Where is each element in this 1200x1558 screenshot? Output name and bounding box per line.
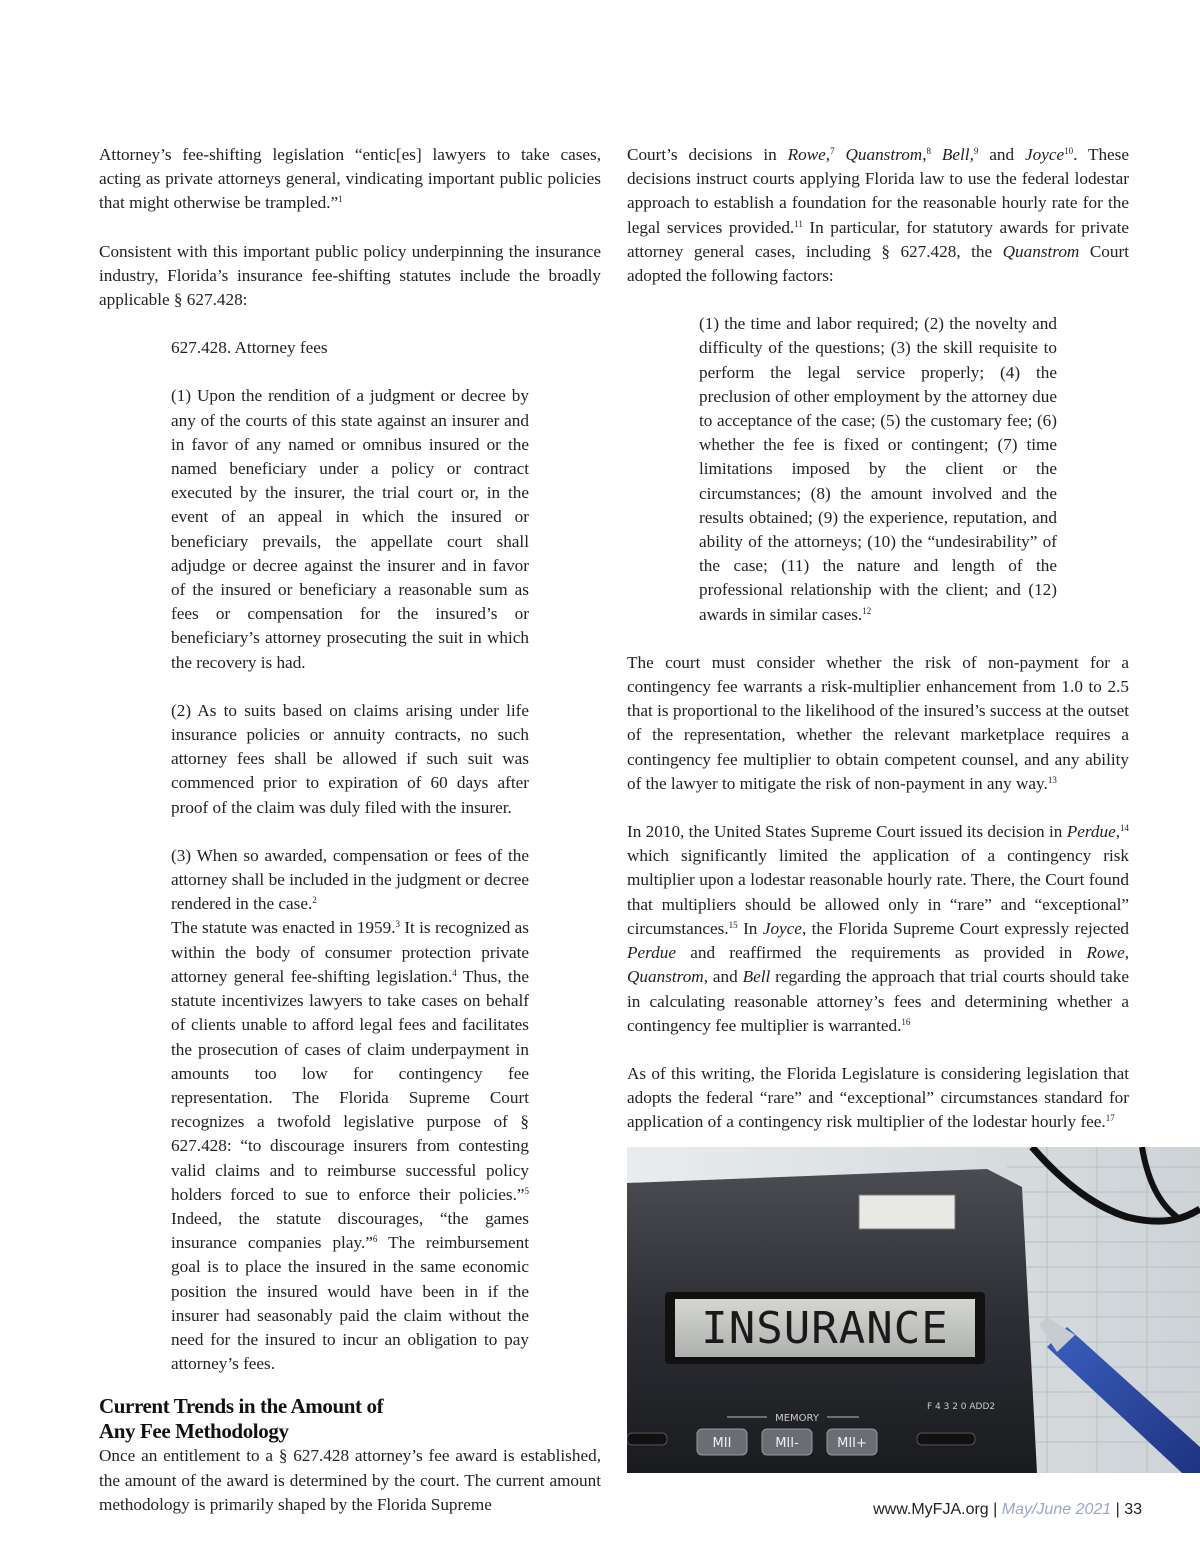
svg-text:MII: MII bbox=[712, 1436, 732, 1451]
section-heading: Current Trends in the Amount of Any Fee Methodology bbox=[99, 1394, 384, 1444]
page-footer: www.MyFJA.org | May/June 2021 | 33 bbox=[873, 1501, 1142, 1518]
statute-title: 627.428. Attorney fees bbox=[171, 338, 328, 358]
statute-subsection-3: (3) When so awarded, compensation or fees of the attorney shall be included in the judgment or decree rendered in the case.$^2$ bbox=[171, 845, 529, 914]
website-link[interactable]: www.MyFJA.org bbox=[873, 1501, 989, 1518]
insurance-calculator-photo bbox=[627, 1147, 1200, 1473]
paragraph: As of this writing, the Florida Legislature is considering legislation that adopts the federal “rare” and “exceptional” circumstances standard for application of a contingency risk multiplier of the lodestar hourly fee.$^{17}$ bbox=[627, 1063, 1129, 1132]
paragraph: In 2010, the United States Supreme Court issued its decision in Perdue,$^{14}$ which significantly limited the application of a contingency risk multiplier upon a lodestar reasonable hourly rate. There, the Court found that multipliers should be allowed only in “rare” and “exceptional” circumstances.$^{15}$ In Joyce, the Florida Supreme Court expressly rejected Perdue and reaffirmed the requirements as provided in Rowe, Quanstrom, and Bell regarding the approach that trial courts should take in calculating reasonable attorney’s fees and determining whether a contingency fee multiplier is warranted.$^{16}$ bbox=[627, 822, 1129, 1035]
lcd-display-text: INSURANCE bbox=[701, 1303, 949, 1354]
left-column bbox=[99, 143, 601, 1517]
statute-quote bbox=[171, 336, 529, 1376]
svg-text:F 4 3 2 0 ADD2: F 4 3 2 0 ADD2 bbox=[927, 1402, 996, 1412]
paragraph: Attorney’s fee-shifting legislation “entic[es] lawyers to take cases, acting as private attorneys general, vindicating important public policies that might otherwise be trampled.”$^1$ bbox=[99, 145, 601, 213]
paragraph: Consistent with this important public policy underpinning the insurance industry, Florida’s insurance fee-shifting statutes include the broadly applicable § 627.428: bbox=[99, 241, 601, 310]
statute-subsection-1: (1) Upon the rendition of a judgment or decree by any of the courts of this state against an insurer and in favor of any named or omnibus insured or the named beneficiary under a policy or contract executed by the insurer, the trial court or, in the event of an appeal in which the insured or beneficiary prevails, the appellate court shall adjudge or decree against the insurer and in favor of the insured or beneficiary a reasonable sum as fees or compensation for the insured’s or beneficiary’s attorney prosecuting the suit in which the recovery is had. bbox=[171, 386, 529, 672]
svg-text:MII+: MII+ bbox=[837, 1436, 867, 1451]
paragraph: The court must consider whether the risk of non-payment for a contingency fee warrants a risk-multiplier enhancement from 1.0 to 2.5 that is proportional to the likelihood of the insured’s success at the outset of the representation, whether the relevant marketplace requires a contingency fee multiplier to obtain competent counsel, and any ability of the lawyer to mitigate the risk of non-payment in any way.$^{13}$ bbox=[627, 652, 1129, 793]
page-number: 33 bbox=[1124, 1501, 1142, 1518]
paragraph: Court’s decisions in Rowe,$^7$ Quanstrom,$^8$ Bell,$^9$ and Joyce$^{10}$. These decisions instruct courts applying Florida law to use the federal lodestar approach to establish a foundation for the reasonable hourly rate for the legal services provided.$^{11}$ In particular, for statutory awards for private attorney general cases, including § 627.428, the Quanstrom Court adopted the following factors: bbox=[627, 145, 1129, 286]
issue-date: May/June 2021 bbox=[1001, 1501, 1112, 1518]
svg-text:MEMORY: MEMORY bbox=[775, 1413, 819, 1424]
paragraph: The statute was enacted in 1959.$^3$ It is recognized as within the body of consumer protection private attorney general fee-shifting legislation.$^4$ Thus, the statute incentivizes lawyers to take cases on behalf of clients unable to afford legal fees and facilitates the prosecution of cases of claim underpayment in amounts too low for contingency fee representation. The Florida Supreme Court recognizes a twofold legislative purpose of § 627.428: “to discourage insurers from contesting valid claims and to reimburse successful policy holders forced to sue to enforce their policies.”$^5$ Indeed, the statute discourages, “the games insurance companies play.”$^6$ The reimbursement goal is to place the insured in the same economic position the insured would have been in if the insurer had seasonably paid the claim without the need for the insured to incur an obligation to pay attorney’s fees. bbox=[171, 918, 530, 1374]
right-column bbox=[627, 143, 1129, 1135]
svg-text:MII-: MII- bbox=[775, 1436, 799, 1451]
factors-quote: (1) the time and labor required; (2) the novelty and difficulty of the questions; (3) the skill requisite to perform the legal service properly; (4) the preclusion of other employment by the attorney due to acceptance of the case; (5) the customary fee; (6) whether the fee is fixed or contingent; (7) time limitations imposed by the client or the circumstances; (8) the amount involved and the results obtained; (9) the experience, reputation, and ability of the attorneys; (10) the “undesirability” of the case; (11) the nature and length of the professional relationship with the client; and (12) awards in similar cases.$^{12}$ bbox=[699, 314, 1057, 624]
statute-subsection-2: (2) As to suits based on claims arising under life insurance policies or annuity contracts, no such attorney fees shall be allowed if such suit was commenced prior to expiration of 60 days after proof of the claim was duly filed with the insurer. bbox=[171, 700, 529, 817]
paragraph: Once an entitlement to a § 627.428 attorney’s fee award is established, the amount of the award is determined by the court. The current amount methodology is primarily shaped by the Florida Supreme bbox=[99, 1446, 601, 1514]
